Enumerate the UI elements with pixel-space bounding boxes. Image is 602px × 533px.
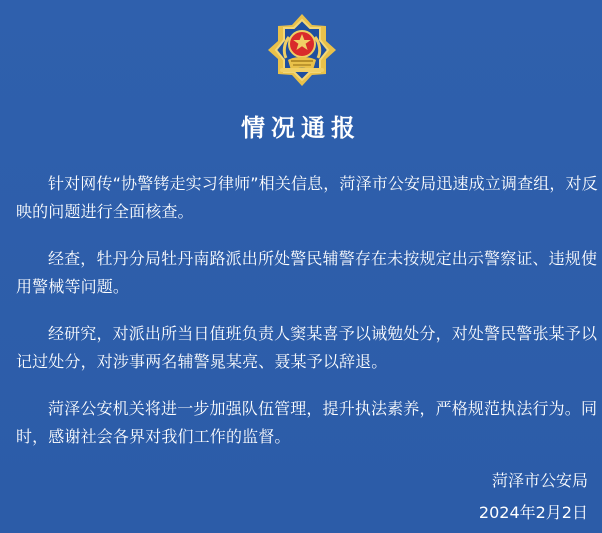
signature-block xyxy=(479,465,588,529)
paragraph: 菏泽公安机关将进一步加强队伍管理，提升执法素养，严格规范执法行为。同时，感谢社会各界对我们工作的监督。 xyxy=(16,399,598,446)
paragraph: 经查，牡丹分局牡丹南路派出所处警民辅警存在未按规定出示警察证、违规使用警械等问题。 xyxy=(16,249,598,296)
notice-body xyxy=(16,170,598,470)
notice-title: 情况通报 xyxy=(241,114,361,142)
issue-date: 2024年2月2日 xyxy=(478,503,588,522)
issuing-organization: 菏泽市公安局 xyxy=(491,471,588,490)
paragraph: 经研究，对派出所当日值班负责人窦某喜予以诫勉处分，对处警民警张某予以记过处分，对涉事两名辅警晁某亮、聂某予以辞退。 xyxy=(16,324,598,371)
paragraph: 针对网传“协警铐走实习律师”相关信息，菏泽市公安局迅速成立调查组，对反映的问题进行全面核查。 xyxy=(16,174,598,221)
police-emblem-icon xyxy=(266,12,338,88)
